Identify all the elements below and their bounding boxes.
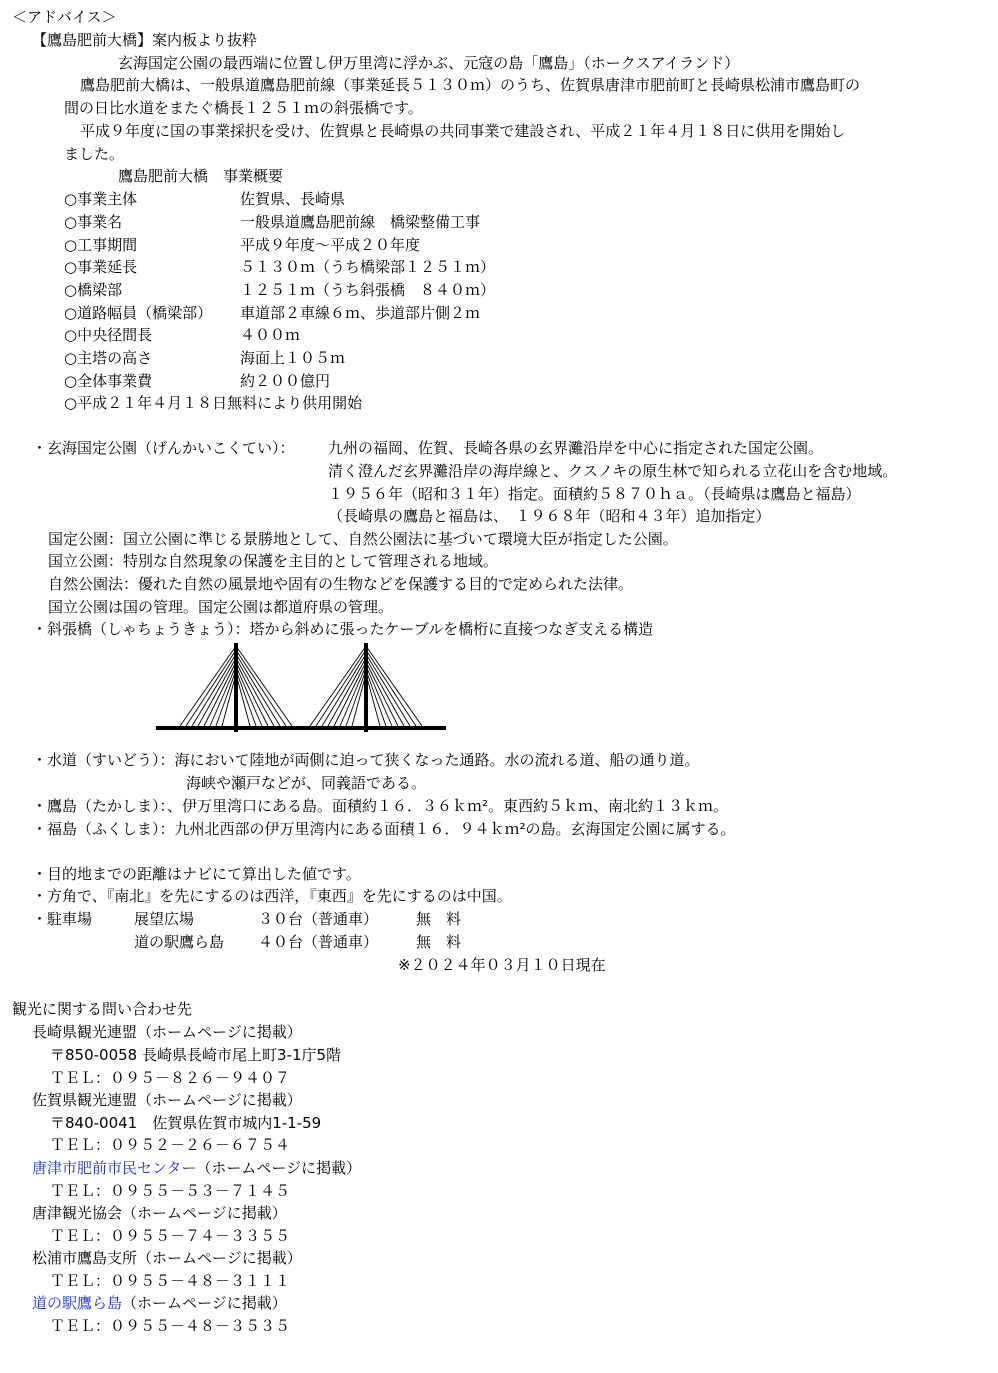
direction-note: ・方角で、『南北』を先にするのは西洋，『東西』を先にするのは中国。 — [32, 887, 512, 905]
takashima-def: ・鷹島（たかしま）：、伊万里湾口にある島。面積約１６．３６ｋｍ²。東西約５ｋｍ、南北約１３ｋｍ。 — [32, 797, 729, 815]
nagasaki-name: 長崎県観光連盟（ホームページに掲載） — [32, 1023, 302, 1041]
overview-value: 海面上１０５ｍ — [240, 349, 346, 367]
overview-label: ○中央径間長 — [64, 326, 153, 344]
genkai-line3: １９５６年（昭和３１年）指定。面積約５８７０ｈａ。（長崎県は鷹島と福島） — [328, 485, 861, 503]
advice-heading: ＜アドバイス＞ — [12, 8, 117, 26]
karatsu-tel: ＴＥＬ：０９５５－７４－３３５５ — [50, 1227, 291, 1245]
overview-label: ○道路幅員（橋梁部） — [64, 304, 213, 322]
parking-label: ・駐車場 — [32, 910, 93, 928]
bridge-heading: 【鷹島肥前大橋】案内板より抜粋 — [32, 31, 258, 49]
bridge-para1-line1: 鷹島肥前大橋は、一般県道鷹島肥前線（事業延長５１３０ｍ）のうち、佐賀県唐津市肥前町と長崎県松浦市鷹島町の — [80, 76, 861, 94]
kanri-note: 国立公園は国の管理。国定公園は都道府県の管理。 — [48, 598, 394, 616]
kokuritsu-def: 国立公園：特別な自然現象の保護を主目的として管理される地域。 — [48, 552, 499, 570]
nagasaki-tel: ＴＥＬ：０９５－８２６－９４０７ — [50, 1069, 291, 1087]
overview-value: １２５１ｍ（うち斜張橋 ８４０ｍ） — [240, 281, 496, 299]
michinoeki-tel: ＴＥＬ：０９５５－４８－３５３５ — [50, 1317, 291, 1335]
matsuura-tel: ＴＥＬ：０９５５－４８－３１１１ — [50, 1272, 291, 1290]
overview-label: ○主塔の高さ — [64, 349, 153, 367]
michinoeki-contact — [32, 1292, 287, 1314]
distance-note: ・目的地までの距離はナビにて算出した値です。 — [32, 865, 361, 883]
genkai-line2: 清く澄んだ玄界灘沿岸の海岸線と、クスノキの原生林で知られる立花山を含む地域。 — [328, 462, 898, 480]
kokutei-def: 国定公園：国立公園に準じる景勝地として、自然公園法に基づいて環境大臣が指定した公園。 — [48, 530, 678, 548]
overview-title: 鷹島肥前大橋 事業概要 — [118, 167, 284, 185]
parking-count: ３０台（普通車） — [258, 910, 379, 928]
parking-fee: 無 料 — [416, 933, 462, 951]
overview-value: ５１３０ｍ（うち橋梁部１２５１ｍ） — [240, 258, 496, 276]
shachoukyou-def: ・斜張橋（しゃちょうきょう）：塔から斜めに張ったケーブルを橋桁に直接つなぎ支える構造 — [32, 620, 654, 638]
cable-stayed-bridge-diagram — [150, 640, 450, 740]
fukushima-def: ・福島（ふくしま）：九州北西部の伊万里湾内にある面積１６．９４ｋｍ²の島。玄海国定公園に属する。 — [32, 820, 736, 838]
saga-tel: ＴＥＬ：０９５２－２６－６７５４ — [50, 1136, 291, 1154]
matsuura-name: 松浦市鷹島支所（ホームページに掲載） — [32, 1249, 302, 1267]
overview-label: ○事業延長 — [64, 258, 138, 276]
hizen-contact — [32, 1157, 361, 1179]
shizen-def: 自然公園法：優れた自然の風景地や固有の生物などを保護する目的で定められた法律。 — [48, 575, 634, 593]
overview-value: 平成９年度～平成２０年度 — [240, 236, 421, 254]
parking-place: 道の駅鷹ら島 — [134, 933, 225, 951]
overview-label: ○工事期間 — [64, 236, 138, 254]
bridge-para2-line2: ました。 — [64, 145, 125, 163]
karatsu-name: 唐津観光協会（ホームページに掲載） — [32, 1204, 287, 1222]
overview-label: ○橋梁部 — [64, 281, 123, 299]
michinoeki-link[interactable]: 道の駅鷹ら島 — [32, 1294, 123, 1312]
parking-place: 展望広場 — [134, 910, 195, 928]
overview-last: ○平成２１年４月１８日無料により供用開始 — [64, 394, 363, 412]
bridge-tagline: 玄海国定公園の最西端に位置し伊万里湾に浮かぶ、元寇の島「鷹島」（ホークスアイランド） — [118, 54, 740, 72]
hizen-center-link[interactable]: 唐津市肥前市民センター — [32, 1159, 197, 1177]
overview-label: ○事業主体 — [64, 190, 138, 208]
genkai-line1: 九州の福岡、佐賀、長崎各県の玄界灘沿岸を中心に指定された国定公園。 — [328, 439, 824, 457]
nagasaki-address: 〒850-0058 長崎県長崎市尾上町3-1庁5階 — [50, 1046, 342, 1064]
suidou-line2: 海峡や瀬戸などが、同義語である。 — [186, 774, 427, 792]
michinoeki-suffix: （ホームページに掲載） — [122, 1294, 287, 1312]
overview-value: 約２００億円 — [240, 372, 331, 390]
overview-label: ○事業名 — [64, 213, 123, 231]
genkai-line4: （長崎県の鷹島と福島は、 １９６８年（昭和４３年）追加指定） — [328, 507, 771, 525]
overview-value: ４００ｍ — [240, 326, 301, 344]
parking-count: ４０台（普通車） — [258, 933, 379, 951]
suidou-line1: ・水道（すいどう）：海において陸地が両側に迫って狭くなった通路。水の流れる道、船の通り道。 — [32, 751, 700, 769]
genkai-label: ・玄海国定公園（げんかいこくてい）： — [32, 439, 295, 457]
overview-value: 一般県道鷹島肥前線 橋梁整備工事 — [240, 213, 481, 231]
overview-value: 車道部２車線６ｍ、歩道部片側２ｍ — [240, 304, 481, 322]
bridge-para2-line1: 平成９年度に国の事業採択を受け、佐賀県と長崎県の共同事業で建設され、平成２１年４月１８日に供用を開始し — [80, 122, 846, 140]
overview-label: ○全体事業費 — [64, 372, 153, 390]
contacts-heading: 観光に関する問い合わせ先 — [12, 1000, 193, 1018]
as-of-date: ※２０２４年０３月１０日現在 — [398, 956, 606, 974]
bridge-para1-line2: 間の日比水道をまたぐ橋長１２５１ｍの斜張橋です。 — [64, 99, 423, 117]
overview-value: 佐賀県、長崎県 — [240, 190, 346, 208]
saga-name: 佐賀県観光連盟（ホームページに掲載） — [32, 1091, 302, 1109]
saga-address: 〒840-0041 佐賀県佐賀市城内1-1-59 — [50, 1114, 322, 1132]
hizen-tel: ＴＥＬ：０９５５－５３－７１４５ — [50, 1182, 291, 1200]
hizen-suffix: （ホームページに掲載） — [196, 1159, 362, 1177]
parking-fee: 無 料 — [416, 910, 462, 928]
